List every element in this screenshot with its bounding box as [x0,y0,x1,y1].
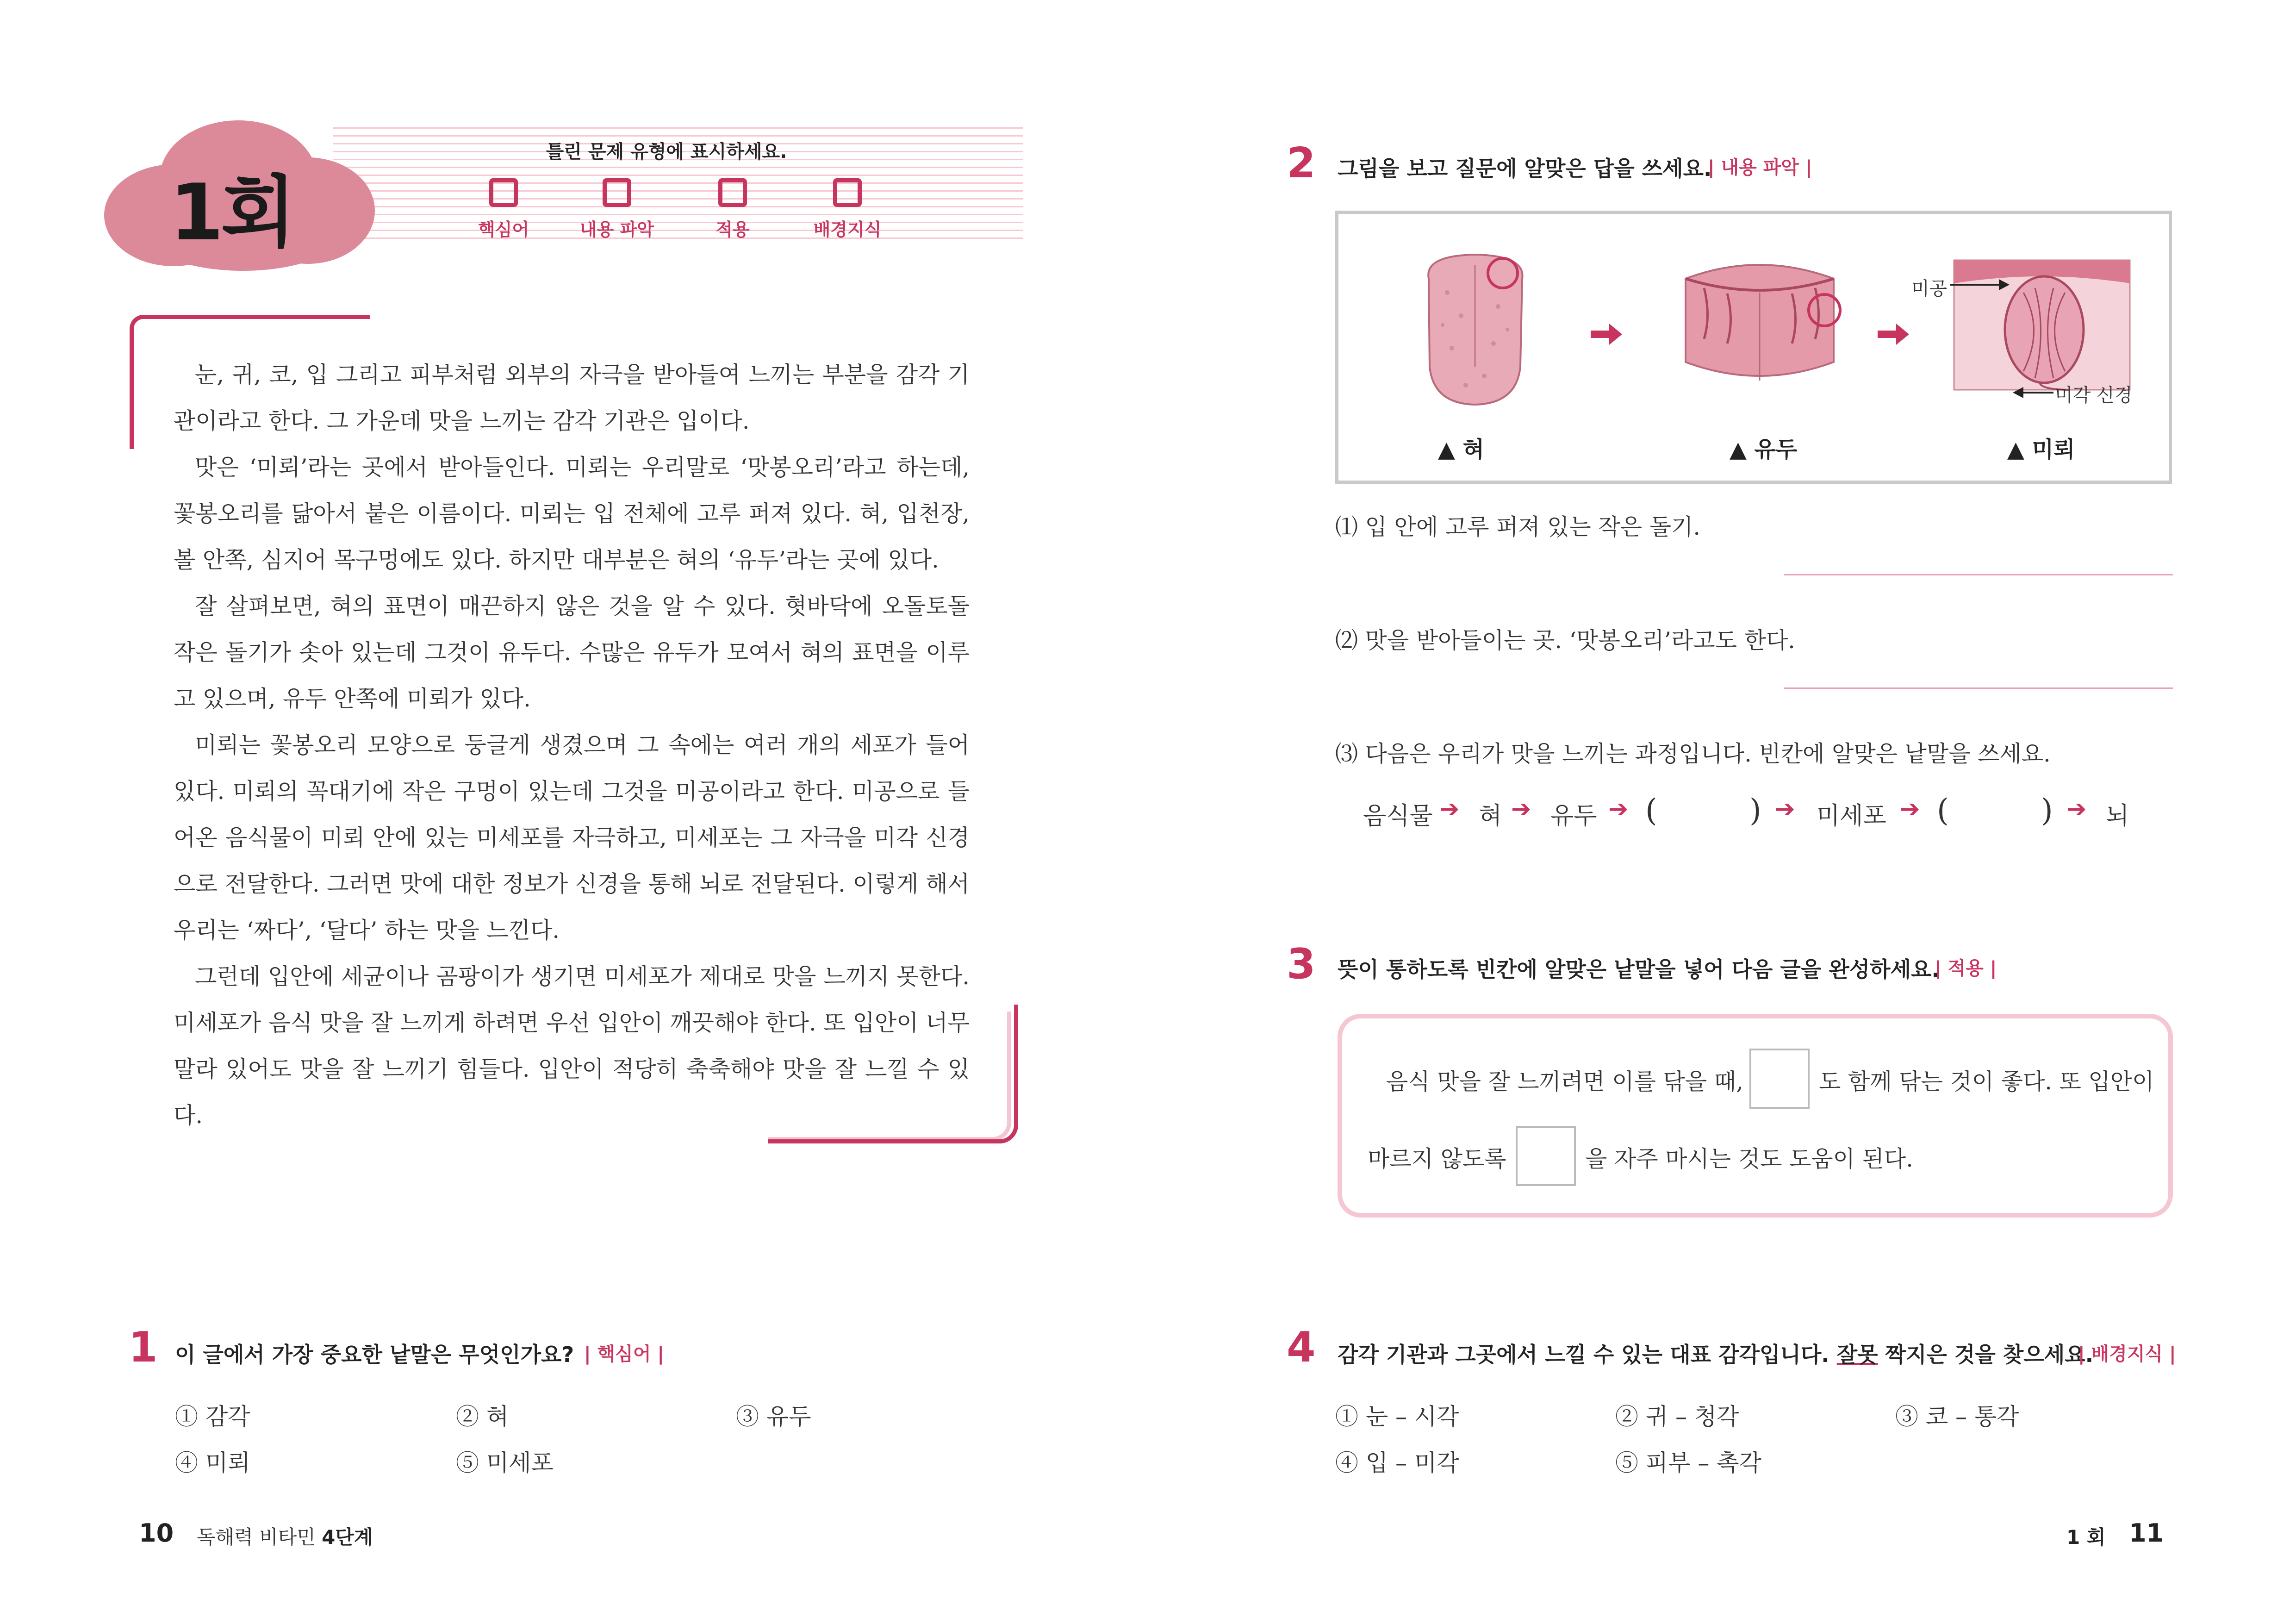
q4-text-start: 감각 기관과 그곳에서 느낄 수 있는 대표 감각입니다. [1338,1342,1829,1367]
passage-paragraph: 그런데 입안에 세균이나 곰팡이가 생기면 미세포가 제대로 맛을 느끼지 못한다. 미세포가 음식 맛을 잘 느끼게 하려면 우선 입안이 깨끗해야 한다. 또 입안이 너무 말라 있어도 맛을 잘 느끼기 힘들다. 입안이 적당히 축축해야 맛을 잘 느낄 수 있다. [174,963,970,1129]
flow-arrow-icon: ➔ [1900,795,1920,823]
flow-step-taste-cell: 미세포 [1817,802,1886,830]
check-label-comprehension: 내용 파악 [579,219,654,240]
check-label-keyword: 핵심어 [478,219,529,240]
reading-passage [174,352,970,1139]
book-title [197,1522,373,1550]
question-2-text: 그림을 보고 질문에 알맞은 답을 쓰세요. [1338,156,1712,181]
q4-option-5[interactable]: ⑤ 피부 – 촉각 [1615,1449,1761,1476]
flow-arrow-icon: ➔ [1511,795,1531,823]
passage-paragraph: 맛은 ‘미뢰’라는 곳에서 받아들인다. 미뢰는 우리말로 ‘맛봉오리’라고 하는데, 꽃봉오리를 닮아서 붙은 이름이다. 미뢰는 입 전체에 고루 퍼져 있다. 혀, 입천장, 볼 안쪽, 심지어 목구멍에도 있다. 하지만 대부분은 혀의 ‘유두’라는 곳에 있다. [174,454,970,573]
book-title-text: 독해력 비타민 [197,1526,316,1549]
q3-line-1-end: 도 함께 닦는 것이 좋다. 또 입안이 [1819,1068,2154,1095]
checkbox-keyword[interactable] [489,178,518,207]
tongue-illustration [1415,251,1535,408]
checkbox-application[interactable] [718,178,747,207]
q3-line-2-start: 마르지 않도록 [1368,1146,1506,1172]
taste-anatomy-figure [1335,211,2172,484]
question-2-number: 2 [1287,139,1316,187]
q2-sub-3: ⑶ 다음은 우리가 맛을 느끼는 과정입니다. 빈칸에 알맞은 낱말을 쓰세요. [1335,741,2051,767]
q4-text-end: 짝지은 것을 찾으세요. [1885,1342,2094,1367]
check-label-background: 배경지식 [813,219,882,240]
passage-paragraph: 미뢰는 꽃봉오리 모양으로 둥글게 생겼으며 그 속에는 여러 개의 세포가 들어 있다. 미뢰의 꼭대기에 작은 구멍이 있는데 그것을 미공이라고 한다. 미공으로 들어온 음식물이 미뢰 안에 있는 미세포를 자극하고, 미세포는 그 자극을 미각 신경으로 전달한다. 그러면 맛에 대한 정보가 신경을 통해 뇌로 전달된다. 이렇게 해서 우리는 ‘짜다’, ‘달다’ 하는 맛을 느낀다. [174,732,970,943]
q2-answer-line-2[interactable] [1784,687,2173,689]
flow-blank-2-open: ( [1937,793,1949,828]
question-2-tag: | 내용 파악 | [1708,157,1812,178]
arrow-right-icon [1878,323,1910,346]
fill-in-sentence-box [1338,1014,2173,1218]
flow-blank-2[interactable] [1958,794,2032,826]
checkbox-comprehension[interactable] [603,178,631,207]
passage-paragraph: 눈, 귀, 코, 입 그리고 피부처럼 외부의 자극을 받아들여 느끼는 부분을 감각 기관이라고 한다. 그 가운데 맛을 느끼는 감각 기관은 입이다. [174,362,970,434]
flow-step-tongue: 혀 [1479,802,1502,830]
label-taste-nerve: 미각 신경 [2055,385,2133,406]
flow-arrow-icon: ➔ [2066,795,2087,823]
q1-option-2[interactable]: ② 혀 [456,1403,509,1430]
caption-taste-bud: ▲ 미뢰 [2007,437,2075,462]
flow-arrow-icon: ➔ [1775,795,1795,823]
checkbox-background[interactable] [833,178,862,207]
taste-bud-illustration [1949,251,2134,394]
question-4-tag: | 배경지식 | [2078,1343,2176,1365]
flow-blank-1-close: ) [1749,793,1761,828]
q1-option-5[interactable]: ⑤ 미세포 [456,1449,554,1476]
q2-answer-line-1[interactable] [1784,574,2173,575]
q4-option-3[interactable]: ③ 코 – 통각 [1895,1403,2019,1430]
caption-tongue: ▲ 혀 [1438,437,1484,462]
left-page-number: 10 [139,1518,174,1548]
passage-paragraph: 잘 살펴보면, 혀의 표면이 매끈하지 않은 것을 알 수 있다. 혓바닥에 오돌토돌 작은 돌기가 솟아 있는데 그것이 유두다. 수많은 유두가 모여서 혀의 표면을 이루고 있으며, 유두 안쪽에 미뢰가 있다. [174,593,970,712]
question-1-number: 1 [129,1323,158,1372]
question-3-number: 3 [1287,940,1316,988]
question-1-text: 이 글에서 가장 중요한 낱말은 무엇인가요? [175,1342,574,1367]
q3-line-1-start: 음식 맛을 잘 느끼려면 이를 닦을 때, [1386,1068,1743,1095]
flow-step-brain: 뇌 [2106,802,2129,830]
q3-blank-2[interactable] [1516,1126,1576,1186]
flow-arrow-icon: ➔ [1439,795,1460,823]
question-4-number: 4 [1287,1323,1316,1372]
q1-option-3[interactable]: ③ 유두 [736,1403,811,1430]
q4-option-1[interactable]: ① 눈 – 시각 [1335,1403,1459,1430]
q3-blank-1[interactable] [1749,1049,1810,1109]
book-level: 4단계 [322,1526,373,1549]
round-number: 1회 [169,167,293,258]
flow-blank-1-open: ( [1645,793,1657,828]
question-3-tag: | 적용 | [1935,958,1997,979]
check-label-application: 적용 [716,219,750,240]
flow-step-food: 음식물 [1363,802,1433,830]
question-3-text: 뜻이 통하도록 빈칸에 알맞은 낱말을 넣어 다음 글을 완성하세요. [1338,957,1940,982]
label-taste-pore: 미공 [1911,278,1948,300]
q2-sub-2: ⑵ 맛을 받아들이는 곳. ‘맛봉오리’라고도 한다. [1335,627,1795,654]
right-round-label: 1 회 [2066,1526,2106,1549]
header-instruction: 틀린 문제 유형에 표시하세요. [546,141,787,162]
caption-papilla: ▲ 유두 [1730,437,1798,462]
papilla-illustration [1676,251,1843,390]
q3-line-2-end: 을 자주 마시는 것도 도움이 된다. [1585,1146,1913,1172]
q4-option-4[interactable]: ④ 입 – 미각 [1335,1449,1459,1476]
pointer-arrow-icon [2012,384,2053,403]
flow-arrow-icon: ➔ [1608,795,1629,823]
q4-text-emphasis: 잘못 [1836,1342,1878,1367]
flow-blank-2-close: ) [2041,793,2053,828]
flow-blank-1[interactable] [1666,794,1740,826]
q1-option-4[interactable]: ④ 미뢰 [175,1449,250,1476]
q4-option-2[interactable]: ② 귀 – 청각 [1615,1403,1739,1430]
right-page-number: 11 [2129,1518,2164,1548]
question-4-text [1338,1338,2093,1368]
q1-option-1[interactable]: ① 감각 [175,1403,250,1430]
q2-sub-1: ⑴ 입 안에 고루 퍼져 있는 작은 돌기. [1335,514,1700,540]
pointer-arrow-icon [1950,276,2010,295]
arrow-right-icon [1591,323,1623,346]
flow-step-papilla: 유두 [1550,802,1597,830]
question-1-tag: | 핵심어 | [584,1343,664,1365]
